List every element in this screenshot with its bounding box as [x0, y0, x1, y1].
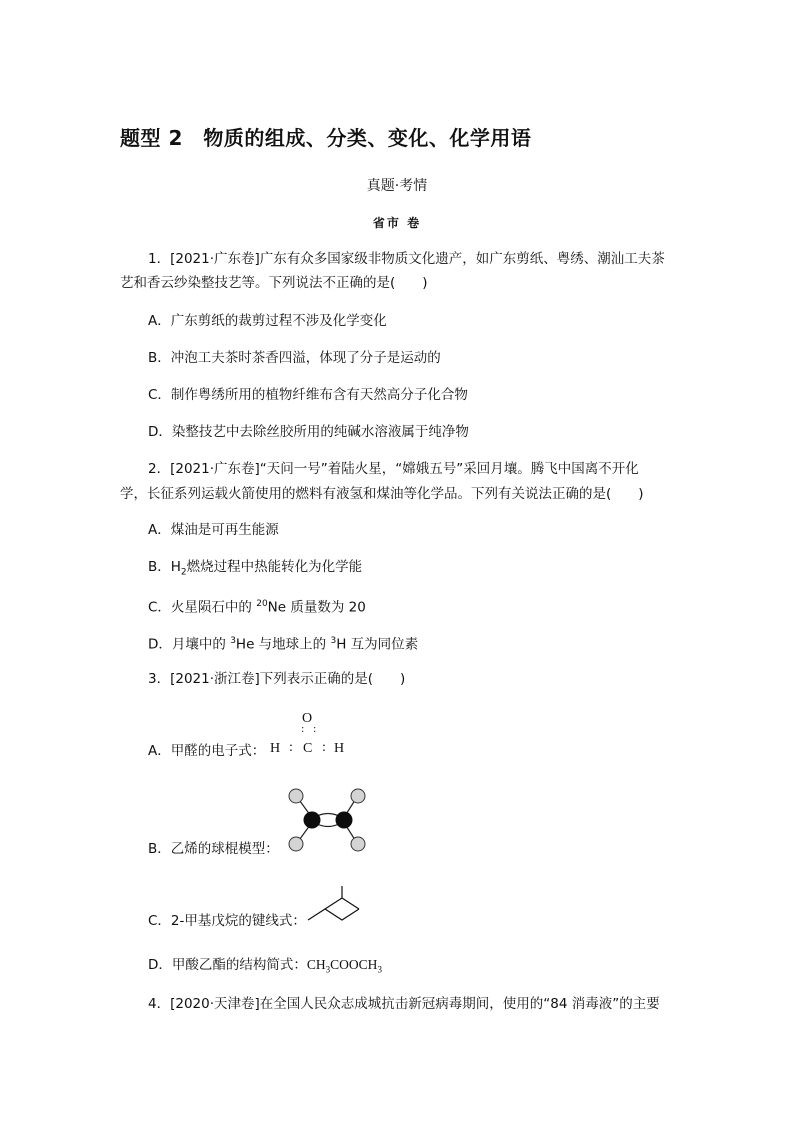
electron-pair-left-top: :: [301, 724, 305, 735]
formula-part: CH: [306, 957, 326, 972]
formula-subscript: 3: [377, 964, 382, 975]
q2-option-a: A．煤油是可再生能源: [148, 522, 279, 538]
q4-stem-line1: 4．[2020·天津卷]在全国人民众志成城抗击新冠病毒期间，使用的“84 消毒液”的主要: [148, 996, 660, 1012]
q3-option-b-label: B．乙烯的球棍模型：: [148, 841, 279, 857]
q2-d-text: D．月壤中的: [148, 636, 231, 653]
hydrogen-atom-right: H: [334, 741, 345, 756]
hydrogen-atom-left: H: [270, 741, 281, 756]
q2-option-d: [148, 632, 418, 654]
q2-d-superscript-2: 3: [330, 636, 337, 646]
q2-option-b: [148, 558, 362, 582]
main-chain-line: [308, 909, 359, 920]
carbon-atom: C: [303, 741, 313, 756]
q3-stem: 3．[2021·浙江卷]下列表示正确的是( ): [148, 671, 406, 687]
section-heading: 真题·考情: [366, 178, 428, 194]
q2-stem-line1: 2．[2021·广东卷]“天问一号”着陆火星，“嫦娥五号”采回月壤。腾飞中国离不开化: [148, 461, 639, 477]
electron-pair-left: :: [289, 740, 293, 755]
q2-d-text-mid: He 与地球上的: [235, 636, 331, 653]
q2-option-c: [148, 595, 366, 617]
q2-stem-line2: 学，长征系列运载火箭使用的燃料有液氢和煤油等化学品。下列有关说法正确的是( ): [120, 486, 644, 502]
chain-line: [325, 898, 342, 909]
q1-option-d: D．染整技艺中去除丝胶所用的纯碱水溶液属于纯净物: [148, 424, 469, 440]
hydrogen-ball: [289, 837, 303, 851]
q2-c-superscript: 20: [256, 599, 268, 609]
q3-option-d: [148, 956, 382, 979]
q2-b-text-rest: 燃烧过程中热能转化为化学能: [186, 559, 363, 575]
q2-d-text-rest: H 互为同位素: [336, 636, 419, 653]
q1-option-c: C．制作粤绣所用的植物纤维布含有天然高分子化合物: [148, 387, 468, 403]
q1-stem-line1: 1．[2021·广东卷]广东有众多国家级非物质文化遗产，如广东剪纸、粤绣、潮汕工夫茶: [148, 251, 665, 267]
q3-option-a-label: A．甲醛的电子式：: [148, 743, 266, 759]
q2-b-subscript: 2: [180, 567, 187, 578]
ethyl-formate-formula: [306, 957, 382, 975]
q2-b-text: B．H: [148, 559, 181, 575]
ethylene-ball-stick-model: [285, 785, 369, 855]
q3-option-c-label: C．2-甲基戊烷的键线式：: [148, 913, 306, 929]
q1-option-a: A．广东剪纸的裁剪过程不涉及化学变化: [148, 313, 387, 329]
q1-option-b: B．冲泡工夫茶时茶香四溢，体现了分子是运动的: [148, 350, 441, 366]
formula-subscript: 3: [325, 964, 331, 975]
subsection-heading: 省市 卷: [372, 216, 422, 230]
q2-d-superscript-1: 3: [230, 636, 236, 646]
electron-pair-right: :: [322, 740, 326, 755]
oxygen-atom: O: [302, 711, 313, 726]
hydrogen-ball: [289, 789, 303, 803]
q3-option-d-label: D．甲酸乙酯的结构简式：: [148, 957, 307, 973]
chain-line: [342, 898, 359, 909]
carbon-ball: [304, 812, 321, 829]
q1-stem-line2: 艺和香云纱染整技艺等。下列说法不正确的是( ): [120, 275, 428, 291]
q2-c-text: C．火星陨石中的: [148, 599, 257, 616]
carbon-ball: [336, 812, 353, 829]
hydrogen-ball: [351, 789, 365, 803]
formula-part: COOCH: [330, 957, 378, 972]
electron-pair-right-top: :: [313, 724, 317, 735]
hydrogen-ball: [351, 837, 365, 851]
q2-c-text-rest: Ne 质量数为 20: [267, 599, 366, 616]
page-title: 题型 2 物质的组成、分类、变化、化学用语: [120, 126, 532, 150]
2-methylpentane-skeletal-formula: [305, 884, 367, 926]
